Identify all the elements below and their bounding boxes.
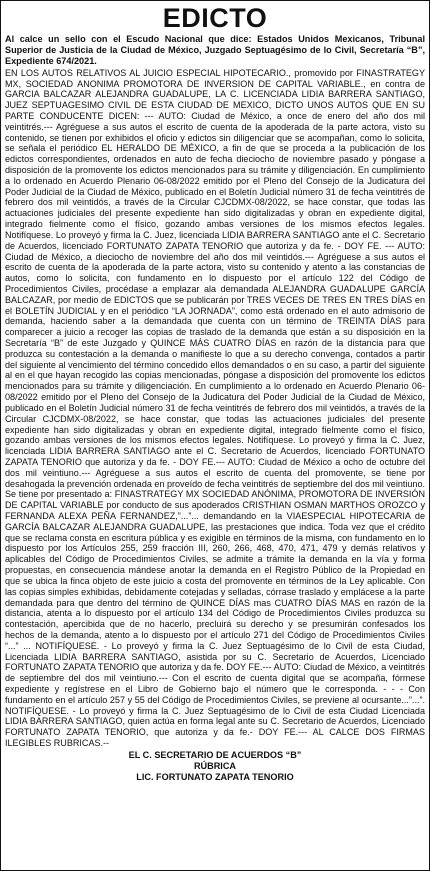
document-title: EDICTO (162, 3, 268, 33)
signature-block (5, 750, 425, 784)
signature-role: EL C. SECRETARIO DE ACUERDOS “B” (128, 749, 302, 760)
edict-body-text: EN LOS AUTOS RELATIVOS AL JUICIO ESPECIAL HIPOTECARIO., promovido por FINASTRATEGY MX, SOCIEDAD ANONIMA PROMOTORA DE INVERSION DE CAPITAL VARIABLE., en contra de GARCIA BALCAZAR ALEJANDRA GUADALUPE, LA C. LICENCIADA LIDIA BARRERA SANTIAGO, JUEZ SEPTUAGESIMO CIVIL DE ESTA CIUDAD DE MEXICO, DICTO UNOS AUTOS QUE EN SU PARTE CONDUCENTE DICEN: --- AUTO: Ciudad de México, a once de enero del año dos mil veintitrés.--- Agréguese a sus autos el escrito de cuenta de la apoderada de la parte actora, visto su contenido, se tienen por exhibidos el oficio y edictos sin diligenciar que se acompañan, como lo solicita, se señala el periódico EL HERALDO DE MÉXICO, a fin de que se proceda a la publicación de los edictos correspondientes, ordenados en auto de fecha dieciocho de noviembre pasado y póngase a disposición de la promovente los edictos mencionados para su trámite y diligenciación. En cumplimiento a lo ordenado en Acuerdo Plenario 06-08/2022 emitido por el Pleno del Consejo de la Judicatura del Poder Judicial de la Ciudad de México, publicado en el Boletín Judicial número 31 de fecha veintitrés de febrero dos mil veintidós, a través de la Circular CJCDMX-08/2022, se hace constar, que todas las actuaciones judiciales del presente expediente han sido digitalizadas y obran en expediente digital, integrado fielmente como el físico, gozando ambas versiones de los mismos efectos legales. Notifíquese. Lo proveyó y firma la C. Juez, licenciada LIDIA BARRERA SANTIAGO ante el C. Secretario de Acuerdos, licenciado FORTUNATO ZAPATA TENORIO que autoriza y da fe. - DOY FE. --- AUTO: Ciudad de México, a dieciocho de noviembre del año dos mil veintidós.--- Agréguese a sus autos el escrito de cuenta de la apoderada de la parte actora, visto su contenido y atento a las constancias de autos, como lo solicita, con fundamento en lo dispuesto por el artículo 122 del Código de Procedimientos Civiles, procédase a emplazar ala demandada ALEJANDRA GUADALUPE GARCÍA BALCAZAR, por medio de EDICTOS que se publicarán por TRES VECES DE TRES EN TRES DÍAS en el BOLETÍN JUDICIAL y en el periódico “LA JORNADA”, como está ordenado en el auto admisorio de demanda, haciendo saber a la demandada que cuenta con un término de TREINTA DÍAS para comparecer a juicio a recoger las copias de traslado de la demanda que están a su disposición en la Secretaría “B” de este Juzgado y QUINCE MÁS CUATRO DÍAS en razón de la distancia para que produzca su contestación a la demanda o manifieste lo que a su derecho convenga, contados a partir del siguiente al vencimiento del término concedido ellos demandados o en su caso, a partir del siguiente al en el que hayan recogido las copias mencionadas, póngase a disposición del promovente los edictos mencionados para su trámite y diligenciación. En cumplimiento a lo ordenado en Acuerdo Plenario 06-08/2022 emitido por el Pleno del Consejo de la Judicatura del Poder Judicial de la Ciudad de México, publicado en el Boletín Judicial número 31 de fecha veintitrés de febrero dos mil veintidós, a través de la Circular CJCDMX-08/2022, se hace constar, que todas las actuaciones judiciales del presente expediente han sido digitalizadas y obran en expediente digital, integrado fielmente como el físico, gozando ambas versiones de los mismos efectos legales. Notifíquese. Lo proveyó y firma la C. Juez, licenciada LIDIA BARRERA SANTIAGO ante el C. Secretario de Acuerdos, licenciado FORTUNATO ZAPATA TENORIO que autoriza y da fe. - DOY FE.--- AUTO: Ciudad de México a ocho de octubre del dos mil veintiuno.--- Agréguese a sus autos el escrito de cuenta del promovente, se tiene por desahogada la prevención ordenada en proveído de fecha veintitrés de septiembre del dos mil veintiuno. Se tiene por presentado a: FINASTRATEGY MX SOCIEDAD ANÓNIMA, PROMOTORA DE INVERSIÓN DE CAPITAL VARIABLE por conducto de sus apoderados CRISTHIAN OSMAN MARTHOS OROZCO y FERNANDA ALEXA PEÑA FERNANDEZ,”...”... demandando en la VIAESPECIAL HIPOTECARIA de GARCÍA BALCAZAR ALEJANDRA GUADALUPE, las prestaciones que indica. Toda vez que el crédito que se reclama consta en escritura pública y es exigible en términos de la misma, con fundamento en lo dispuesto por los Artículos 255, 259 fracción III, 260, 266, 468, 470, 471, 479 y demás relativos y aplicables del Código de Procedimientos Civiles, se admite a trámite la demanda en la vía y forma propuestas, en consecuencia mándese anotar la demanda en el Registro Público de la Propiedad en que se ubica la finca objeto de este juicio a costa del promovente en términos de la Ley aplicable. Con las copias simples exhibidas, debidamente cotejadas y selladas, córrase traslado y emplácese a la parte demandada para que dentro del término de QUINCE DÍAS mas CUATRO DÍAS MAS en razón de la distancia, atenta a lo dispuesto por el artículo 134 del Código de Procedimientos Civiles produzca su contestación, apercibida que de no hacerlo, precluirá su derecho y se presumirán confesados los hechos de la demanda, atento a lo dispuesto por el artículo 271 del Código de Procedimientos Civiles “...” ... NOTIFÍQUESE. - Lo proveyó y firma la C. Juez Septuagésimo de lo Civil de esta Ciudad, Licenciada LIDIA BARRERA SANTIAGO, asistida por su C. Secretario de Acuerdos, Licenciado FORTUNATO ZAPATA TENORIO que autoriza y da fe. DOY FE.--- AUTO: Ciudad de México, a veintitrés de septiembre del dos mil veintiuno.--- Con el escrito de cuenta digital que se acompaña, fórmese expediente y regístrese en el Libro de Gobierno bajo el número que le corresponda. - - - Con fundamento en el artículo 257 y 55 del Código de Procedimientos Civiles, se previene al ocursante...”...”. NOTIFÍQUESE. - Lo proveyó y firma la C. Juez Septuagésimo de lo Civil de esta Ciudad Licenciada LIDIA BARRERA SANTIAGO, quien actúa en forma legal ante su C. Secretario de Acuerdos, Licenciado FORTUNATO ZAPATA TENORIO, que autoriza y da fe.- DOY FE.--- AL CALCE DOS FIRMAS ILEGIBLES RUBRICAS.-- (5, 67, 425, 749)
signature-name: LIC. FORTUNATO ZAPATA TENORIO (136, 772, 294, 783)
seal-description: Al calce un sello con el Escudo Nacional que dice: Estados Unidos Mexicanos, Tribunal Superior de Justicia de la Ciudad de México, Juzgado Septuagésimo de lo Civil, Secretaría “B”, Expediente 674/2021. (5, 34, 425, 66)
signature-rubrica: RÚBRICA (193, 761, 237, 772)
